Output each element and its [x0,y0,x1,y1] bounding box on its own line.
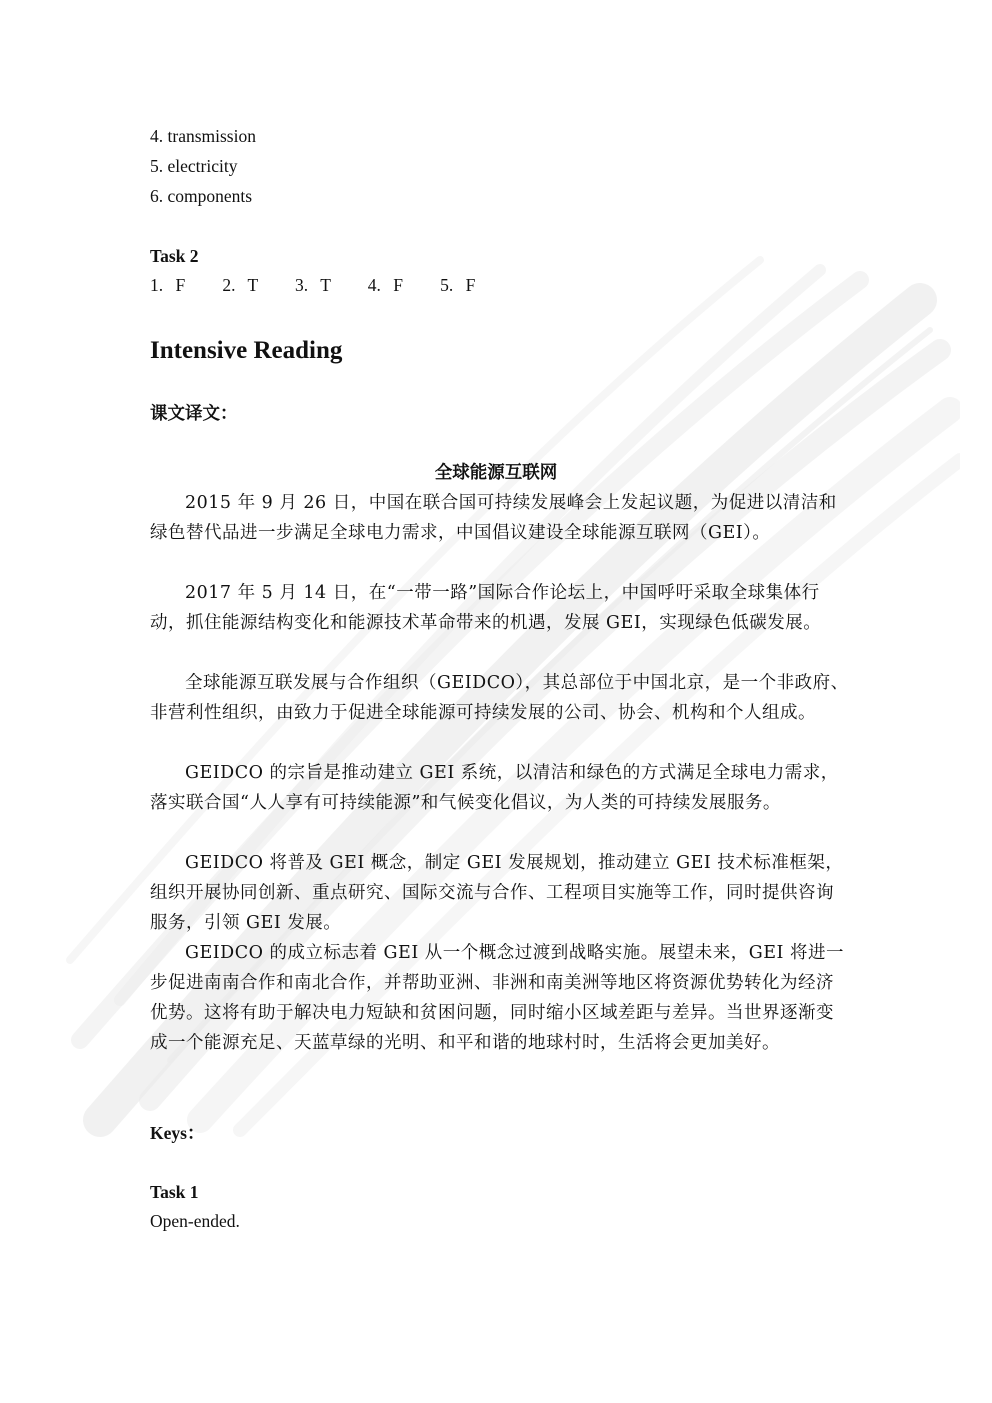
vocab-answer-6: 6. components [150,186,253,206]
section-heading-intensive-reading: Intensive Reading [150,337,343,364]
task2-answers: 1. F 2. T 3. T 4. F 5. F [150,275,476,295]
article-title: 全球能源互联网 [434,463,558,483]
task1-heading: Task 1 [150,1182,199,1202]
vocab-answer-5: 5. electricity [150,156,238,176]
article-paragraph-1: 2015 年 9 月 26 日，中国在联合国可持续发展峰会上发起议题，为促进以清洁和绿色替代品进一步满足全球电力需求，中国倡议建设全球能源互联网（GEI）。 [150,493,837,543]
vocab-answer-4: 4. transmission [150,126,256,146]
task1-answer: Open-ended. [150,1211,240,1231]
article-paragraph-2: 2017 年 5 月 14 日，在“一带一路”国际合作论坛上，中国呼吁采取全球集体行动，抓住能源结构变化和能源技术革命带来的机遇，发展 GEI，实现绿色低碳发展。 [150,583,822,633]
article-paragraph-5: GEIDCO 将普及 GEI 概念，制定 GEI 发展规划，推动建立 GEI 技术标准框架，组织开展协同创新、重点研究、国际交流与合作、工程项目实施等工作，同时提供咨询服务，引领 GEI 发展。 [150,853,844,933]
article-paragraph-6: GEIDCO 的成立标志着 GEI 从一个概念过渡到战略实施。展望未来，GEI 将进一步促进南南合作和南北合作，并帮助亚洲、非洲和南美洲等地区将资源优势转化为经济优势。这将有助于解决电力短缺和贫困问题，同时缩小区域差距与差异。当世界逐渐变成一个能源充足、天蓝草绿的光明、和平和谐的地球村时，生活将会更加美好。 [150,943,845,1053]
task2-heading: Task 2 [150,246,199,266]
article-paragraph-3: 全球能源互联发展与合作组织（GEIDCO），其总部位于中国北京，是一个非政府、非营利性组织，由致力于促进全球能源可持续发展的公司、协会、机构和个人组成。 [150,673,849,723]
translation-label: 课文译文： [150,404,238,424]
keys-label: Keys： [150,1123,205,1143]
article-paragraph-4: GEIDCO 的宗旨是推动建立 GEI 系统，以清洁和绿色的方式满足全球电力需求，落实联合国“人人享有可持续能源”和气候变化倡议，为人类的可持续发展服务。 [150,763,839,813]
